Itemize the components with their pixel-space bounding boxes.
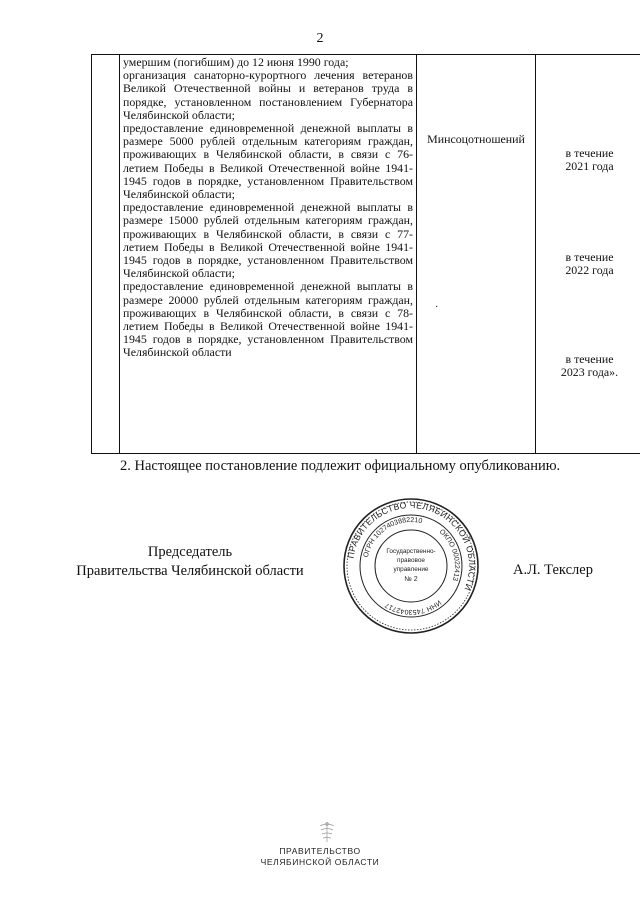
footer-org-line: ПРАВИТЕЛЬСТВО bbox=[279, 846, 361, 856]
measures-cell bbox=[120, 55, 417, 454]
seal-outer-text: ПРАВИТЕЛЬСТВО ЧЕЛЯБИНСКОЙ ОБЛАСТИ bbox=[345, 499, 478, 593]
signatory-title-line: Правительства Челябинской области bbox=[76, 563, 304, 579]
signatory-title bbox=[60, 543, 320, 581]
term-label: в течение bbox=[565, 352, 614, 366]
seal-ogrn: ОГРН 1027403882210 bbox=[362, 516, 423, 559]
term-2021 bbox=[536, 147, 640, 173]
coat-of-arms-icon bbox=[316, 820, 338, 844]
footer-org-line: ЧЕЛЯБИНСКОЙ ОБЛАСТИ bbox=[260, 857, 380, 867]
seal-okpo: ОКПО 00022413 bbox=[437, 528, 461, 582]
seal-center-line: правовое bbox=[397, 557, 425, 564]
term-year: 2023 года». bbox=[560, 365, 619, 380]
term-year: 2022 года bbox=[565, 263, 614, 278]
measure-paragraph: организация санаторно-курортного лечения ветеранов Великой Отечественной войны и ветеранов труда в порядке, установленном постановлением Губернатора Челябинской области; bbox=[123, 68, 413, 122]
term-2022 bbox=[536, 251, 640, 277]
measure-paragraph: предоставление единовременной денежной выплаты в размере 20000 рублей отдельным категориям граждан, проживающих в Челябинской области, в связи с 78-летием Победы в Великой Отечественной войне 1941-1945 годов в порядке, установленном Правительством Челябинской области bbox=[123, 279, 413, 360]
scan-dot: · bbox=[435, 302, 439, 313]
number-cell bbox=[92, 55, 120, 454]
seal-center-line: Государственно- bbox=[386, 548, 436, 555]
seal-inn: ИНН 7453042717 bbox=[384, 598, 443, 616]
term-label: в течение bbox=[565, 250, 614, 264]
page-number: 2 bbox=[316, 31, 324, 46]
signatory-title-line: Председатель bbox=[147, 544, 233, 560]
organization-name: Минсоцотношений bbox=[427, 132, 525, 146]
term-label: в течение bbox=[565, 146, 614, 160]
term-2023 bbox=[536, 353, 640, 379]
seal-center-line: управление bbox=[393, 566, 429, 573]
publication-clause: 2. Настоящее постановление подлежит официальному опубликованию. bbox=[120, 458, 561, 474]
term-year: 2021 года bbox=[565, 159, 614, 174]
official-seal bbox=[342, 497, 480, 635]
organization-cell bbox=[417, 55, 536, 454]
term-cell bbox=[536, 55, 640, 454]
measure-paragraph: предоставление единовременной денежной выплаты в размере 15000 рублей отдельным категориям граждан, проживающих в Челябинской области, в связи с 77-летием Победы в Великой Отечественной войне 1941-1945 годов в порядке, установленном Правительством Челябинской области; bbox=[123, 200, 413, 281]
table-row bbox=[92, 55, 640, 454]
measure-paragraph: предоставление единовременной денежной выплаты в размере 5000 рублей отдельным категориям граждан, проживающих в Челябинской области, в связи с 76-летием Победы в Великой Отечественной войне 1941-1945 годов в порядке, установленном Правительством Челябинской области; bbox=[123, 121, 413, 202]
measures-table bbox=[91, 54, 640, 454]
seal-center-line: № 2 bbox=[404, 576, 418, 583]
measure-paragraph: умершим (погибшим) до 12 июня 1990 года; bbox=[123, 55, 349, 69]
signatory-name: А.Л. Текслер bbox=[513, 562, 593, 578]
